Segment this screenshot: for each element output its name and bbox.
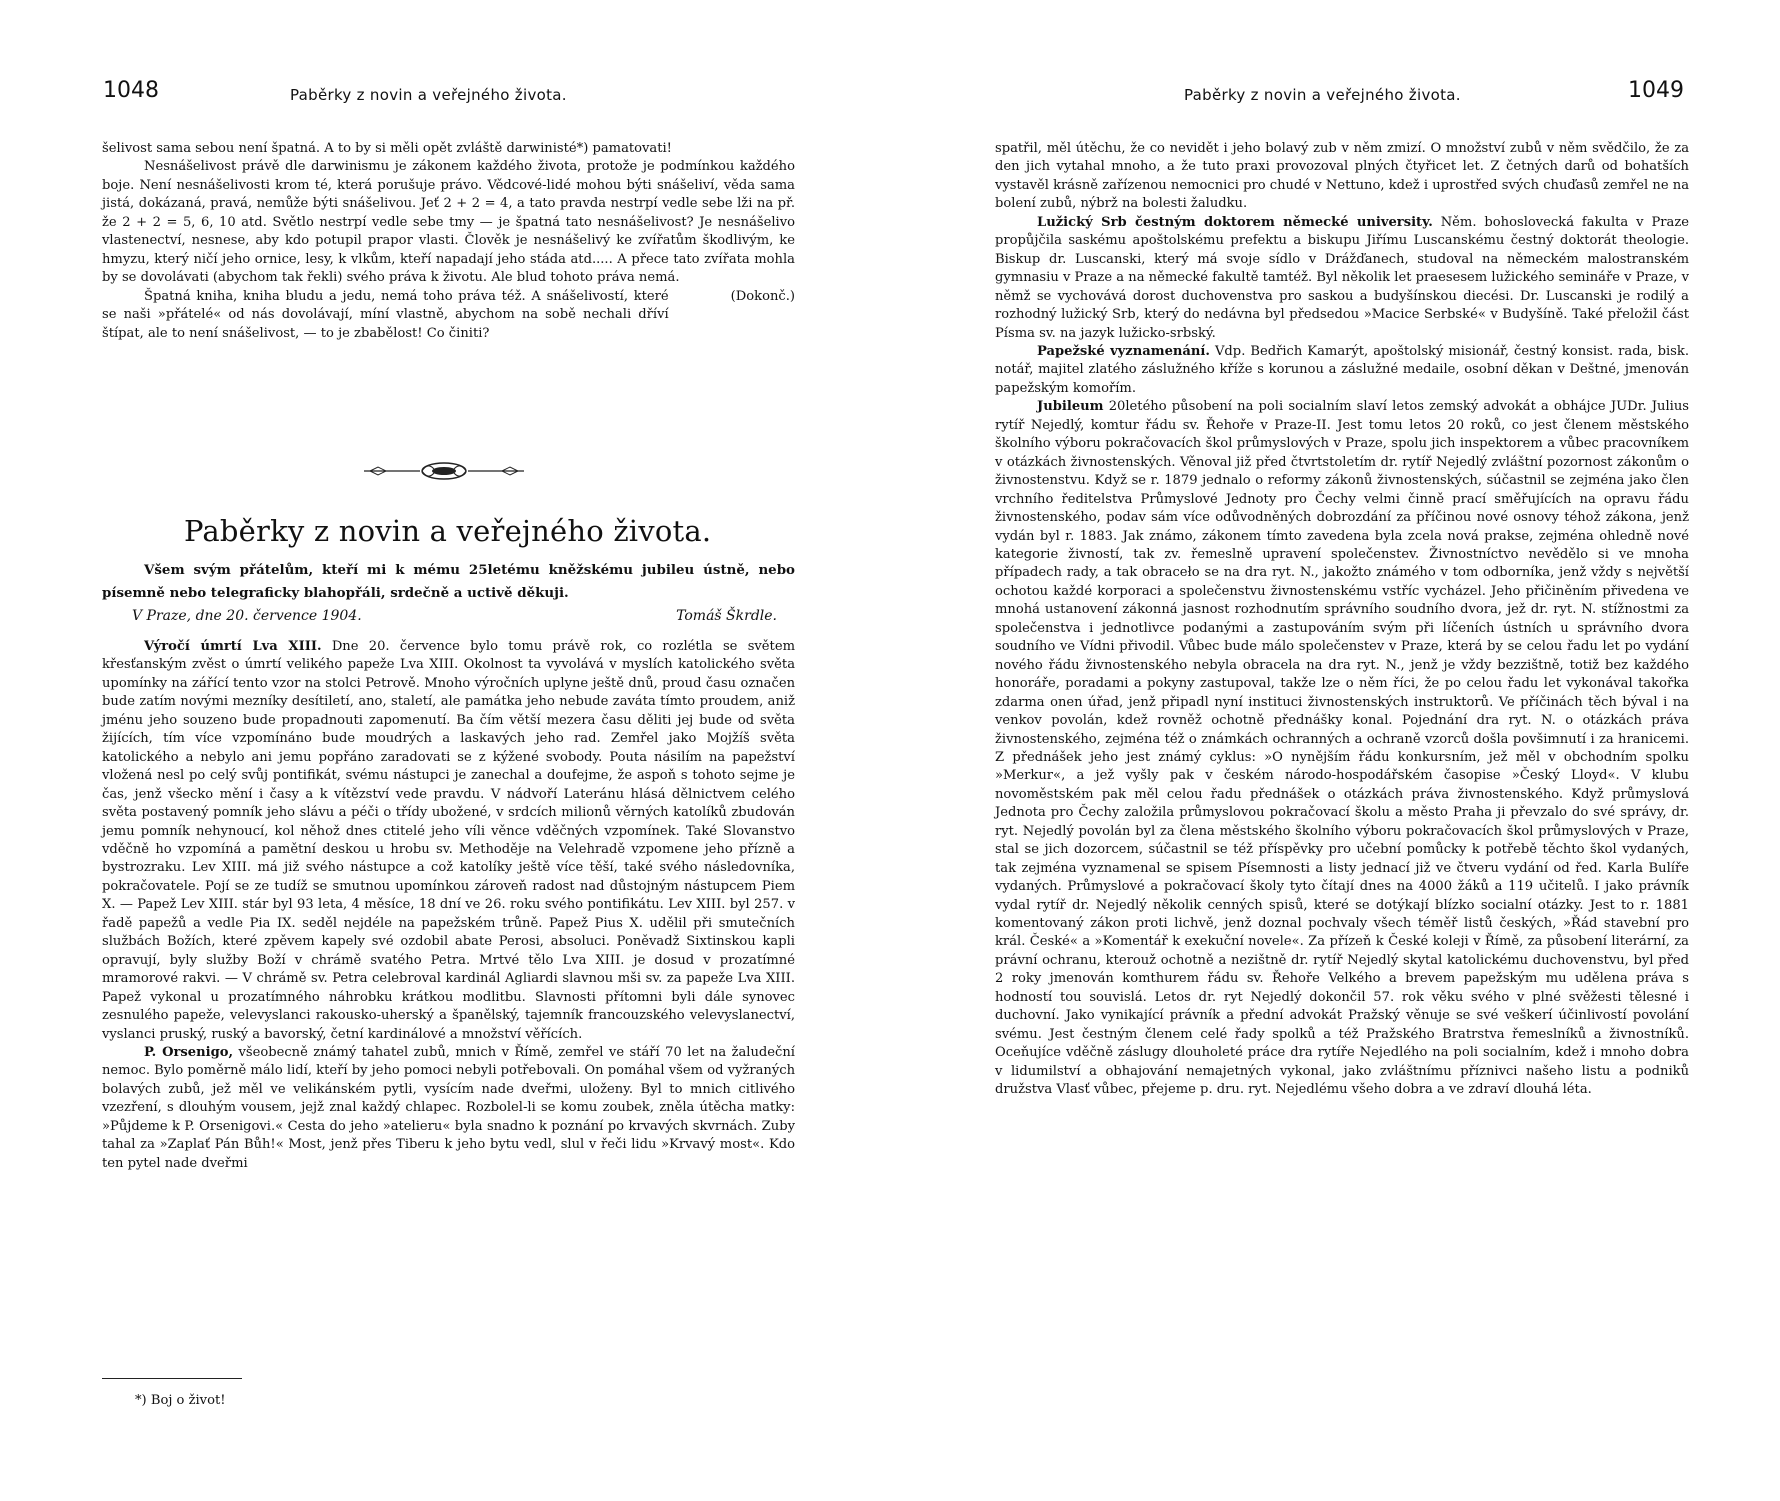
news-leo [102,638,795,1044]
news-items [995,140,1689,1100]
signature: Tomáš Škrdle. [676,608,777,624]
running-head: Paběrky z novin a veřejného života. [1184,86,1461,104]
section-title: Paběrky z novin a veřejného života. [184,514,712,548]
thanks-text: Všem svým přátelům, kteří mi k mému 25letému kněžskému jubileu ústně, nebo písemně nebo telegraficky blahopřáli, srdečně a uctivě děkuji. [102,562,795,601]
news-orsenigo-cont: spatřil, měl útěchu, že co nevidět i jeho bolavý zub v něm zmizí. O množství zubů v něm svědčilo, že za den jich vytahal mnoho, a že tuto praxi provozoval plných čtyřicet let. Z četných darů od bohatších vystavěl krásně zařízenou nemocnici pro chudé v Nettuno, kdež i uprostřed svých chuďasů zemřel ne na bolení zubů, nýbrž na bolesti žaludku. [995,141,1689,212]
page-number: 1049 [1628,78,1684,103]
footnote: *) Boj o život! [135,1393,226,1408]
item-heading: Jubileum [1037,399,1104,415]
right-page [890,0,1780,1501]
place-date: V Praze, dne 20. července 1904. [132,608,362,624]
thanks-notice [102,559,795,627]
item-text: Vdp. Bedřich Kamarýt, apoštolský misionář, čestný konsist. rada, bisk. notář, majitel zlatého záslužného kříže s korunou a záslužné medaile, osobní děkan v Deštné, jmenován papežským komořím. [995,343,1689,396]
news-jubilee [995,398,1689,1099]
news-srb [995,214,1689,343]
paragraph: šelivost sama sebou není špatná. A to by si měli opět zvláště darwinisté*) pamatovati! [102,141,672,156]
item-heading: Lužický Srb čestným doktorem německé university. [1037,214,1433,230]
concluded-mark: (Dokonč.) [730,288,795,304]
item-heading: Papežské vyznamenání. [1037,343,1210,359]
news-orsenigo [102,1044,795,1173]
running-head: Paběrky z novin a veřejného života. [290,86,567,104]
section-ornament [360,459,528,483]
item-heading: Výročí úmrtí Lva XIII. [144,639,322,654]
item-text: Dne 20. července bylo tomu právě rok, co rozlétla se světem křesťanským zvěst o úmrtí velikého papeže Lva XIII. Okolnost ta vyvolává v myslích katolického světa upomínky na zářící tento vzor na stolci Petrově. Mnoho výročních uplyne ještě dnů, proud času označen bude zatím novými mezníky desítiletí, ano, staletí, ale památka jeho nebude zaváta tímto proudem, aniž jménu jeho souzeno bude propadnouti zapomenutí. Ba čím větší mezera času děliti jej bude od světa žijících, tím více vzpomínáno bude moudrých a laskavých jeho rad. Zemřel jako Mojžíš světa katolického a nebylo ani jemu popřáno zaradovati se z kýžené svobody. Pouta násilím na papežství vložená nesl po celý svůj pontifikát, svému nástupci je zanechal a doufejme, že aspoň s tohoto sejme je čas, jenž všecko mění i časy a k vítězství vede pravdu. V nádvoří Lateránu hlásá dělnictvem celého světa postavený pomník jeho slávu a péči o třídy ubožené, v srdcích milionů věrných katolíků zbudován jemu pomník nehynoucí, kol něhož dnes ctitelé jeho víli věnce vděčných vzpomínek. Také Slovanstvo vděčně ho vzpomíná a pamětní deskou u hrobu sv. Methoděje na Velehradě vzpomene jeho přízně a bystrozraku. Lev XIII. má již svého nástupce a což katolíky ještě více těší, také svého následovníka, pokračovatele. Pojí se ze tudíž se smutnou upomínkou zároveň radost nad důstojným nástupcem Piem X. — Papež Lev XIII. stár byl 93 leta, 4 měsíce, 18 dní ve 26. roku svého pontifikátu. Lev XIII. byl 257. v řadě papežů a vedle Pia IX. seděl nejdéle na papežském trůně. Papež Pius X. udělil při smutečních službách Božích, které zpěvem kapely své ozdobil abate Perosi, absoluci. Poněvadž Sixtinskou kapli opravují, byly služby Boží v chrámě svatého Petra. Mrtvé tělo Lva XIII. je dosud v prozatímné mramorové rakvi. — V chrámě sv. Petra celebroval kardinál Agliardi slavnou mši sv. za papeže Lva XIII. Papež vykonal u prozatímného náhrobku krátkou modlitbu. Slavnosti přítomni byli dále synovec zesnulého papeže, velevyslanci rakousko-uherský a španělský, tajemník francouzského velevyslanectví, vyslanci pruský, ruský a bavorský, četní kardinálové a množství věřících. [102,639,795,1042]
paragraph: Špatná kniha, kniha bludu a jedu, nemá toho práva též. A snášelivostí, které se naši »přátelé« od nás dovolávají, míní vlastně, abychom na sobě nechali dříví štípat, ale to není snášelivost, — to je zbabělost! Co činiti? [102,288,669,341]
item-text: všeobecně známý tahatel zubů, mnich v Římě, zemřel ve stáří 70 let na žaludeční nemoc. Bylo poměrně málo lidí, kteří by jeho pomoci nebyli potřebovali. On pomáhal všem od vyžraných bolavých zubů, jež měl ve velikánském pytli, vysícím nade dveřmi, uloženy. Byl to mnich citlivého vzezření, s dlouhým vousem, jejž znal každý chlapec. Rozbolel-li se komu zoubek, zněla útěcha matky: »Půjdeme k P. Orsenigovi.« Cesta do jeho »atelieru« byla snadno k poznání po krvavých skvrnách. Zuby tahal za »Zaplať Pán Bůh!« Most, jenž přes Tiberu k jeho bytu vedl, slul v řeči lidu »Krvavý most«. Kdo ten pytel nade dveřmi [102,1044,796,1171]
news-items [102,638,795,1173]
footnote-rule [102,1378,242,1379]
paragraph: Nesnášelivost právě dle darwinismu je zákonem každého života, protože je podmínkou každého boje. Není nesnášelivosti krom té, která porušuje právo. Vědcové-lidé mohou býti snášeliví, věda sama jistá, dokázaná, pravá, nemůže býti snášelivou. Jeť 2 + 2 = 4, a tato pravda nestrpí vedle sebe lži na př. že 2 + 2 = 5, 6, 10 atd. Světlo nestrpí vedle sebe tmy — je špatná tato nesnášelivost? Je nesnášelivo vlastenectví, nesnese, aby kdo potupil prapor vlasti. Člověk je nesnášelivý ke zvířatům škodlivým, ke hmyzu, který ničí jeho ornice, lesy, k vlkům, kteří napadají jeho stáda atd..... A přece tato zvířata mohla by se dovolávati (abychom tak řekli) svého práva k životu. Ale blud tohoto práva nemá. [102,159,795,286]
item-heading: P. Orsenigo, [144,1044,234,1060]
page-number: 1048 [103,78,159,103]
thanks-signature-line [102,605,795,627]
item-text: 20letého působení na poli socialním slaví letos zemský advokát a obhájce JUDr. Julius rytíř Nejedlý, komtur řádu sv. Řehoře v Praze-II. Jest tomu letos 20 roků, co jest členem městského školního výboru pokračovacích škol průmyslových v Praze, spolu jich inspektorem a vůbec pracovníkem v otázkách živnostenských. Věnoval již před čtvrtstoletím dr. rytíř Nejedlý zvláštní pozornost zákonům o živnostenstvu. Když se r. 1879 jednalo o reformy zákonů živnostenských, súčastnil se zejména jako člen vrchního ředitelstva Průmyslové Jednoty pro Čechy velmi činně prací směřujících na opravu řádu živnostenského, podav sám více odůvodněných dobrozdání za příčinou nové osnovy téhož zákona, jenž vydán byl r. 1883. Jak známo, zákonem tímto zavedena byla zcela nová prakse, zejména ohledně nové kategorie živností, tak zv. řemeslně upravení společenstev. Živnostníctvo nevědělo si ve mnoha případech rady, a tak obraceło se na dra ryt. N., jakožto známého v tom odborníka, jenž vždy s největší ochotou každé korporaci a společenstvu živnostenskému vstříc vycházel. Jeho přičiněním přivedena ve mnohá ustanovení zákonná jasnost rozhodnutím správního soudního dvora, jež dr. ryt. N. stížnostmi za společenstva i jednotlivce podanými a zastupováním svým při líčeních ústních u správního dvora soudního ve Vídni přivodil. Vůbec bude málo společenstev v Praze, která by se celou řadu let po vydání nového řádu živnostenského nebyla obracela na dra ryt. N., jenž je vždy bezzištně, totiž bez každého honoráře, poradami a pokyny zastupoval, takže lze o něm říci, že po celou řadu let vykonával takořka zdarma onen úřad, jenž připadl nyní instituci živnostenských instruktorů. Ve příčinách těch býval i na venkov povolán, kdež rovněž ochotně přednášky konal. Pojednání dra ryt. N. o otázkách práva živnostenského, zejména též o známkách ochranných a ochraně vzorců došla povšimnutí i za hranicemi. Z přednášek jeho jest známý cyklus: »O nynějším řádu konkursním, jež měl v obchodním spolku »Merkur«, a jež vyšly pak v českém národo-hospodářském časopise »Český Lloyd«. V klubu novoměstském pak měl celou řadu přednášek o otázkách práva živnostenského. Když průmyslová Jednota pro Čechy založila průmyslovou pokračovací školu a město Praha ji převzalo do své správy, dr. ryt. Nejedlý povolán byl za člena městského školního výboru pokračovacích škol průmyslových v Praze, stal se jich dozorcem, súčastnil se též příspěvky pro učební pomůcky k potřebě těchto škol vydaných, tak zejména vyznamenal se spisem Písemnosti a listy jednací již ve čtveru vydání od řed. Karla Bulíře vydaných. Průmyslové a pokračovací školy tyto čítají dnes na 4000 žáků a 119 učitelů. I jako právník vydal rytíř dr. Nejedlý několik cenných spisů, které se dotýkají blízko socialní otázky. Jest to r. 1881 komentovaný zákon proti lichvě, jenž doznal pochvaly všech téměř listů českých, »Řád stavební pro král. České« a »Komentář k exekuční novele«. Za přízeň k České koleji v Římě, za působení literární, za právní ochranu, kterouž ochotně a nezištně dr. rytíř Nejedlý skytal katolickému duchovenstvu, byl před 2 roky jmenován komthurem řádu sv. Řehoře Velkého a brevem papežským mu udělena práva s hodností tou souvislá. Letos dr. ryt Nejedlý dokončil 57. rok věku svého v plné svěžesti tělesné i duchovní. Jako vynikající právník a přední advokát Pražský věnuje se své veškerí účinlivostí povolání svému. Jest čestným členem celé řady spolků a též Pražského Bratrstva řemeslníků a živnostníků. Oceňujíce vděčně záslugy dlouholeté práce dra rytíře Nejedlého na poli socialním, kdež i mnoho dobra v lidumilství a obhajování nemajetných vykonal, jako zvláštnímu příznivci našeho listu a podniků družstva Vlasť vůbec, přejeme p. dru. ryt. Nejedlému všeho dobra a ve zdraví dlouhá léta. [995,399,1689,1098]
continued-article [102,140,795,343]
item-text: Něm. bohoslovecká fakulta v Praze propůjčila saskému apoštolskému prefektu a biskupu Jiřímu Luscanskému čestný doktorát theologie. Biskup dr. Luscanski, který má svoje sídlo v Drážďanech, studoval na německém malostranském gymnasiu v Praze a na německé fakultě tamtéž. Byl několik let praesesem lužického semináře v Praze, v němž se vychovává dorost duchovenstva pro saskou a budyšínskou diecési. Dr. Luscanski je rodilý a rozhodný lužický Srb, který do nedávna byl předsedou »Macice Serbské« v Budyšíně. Také přeložil část Písma sv. na jazyk lužicko-srbský. [995,214,1689,341]
paragraph-end [102,288,795,343]
news-honor [995,343,1689,398]
